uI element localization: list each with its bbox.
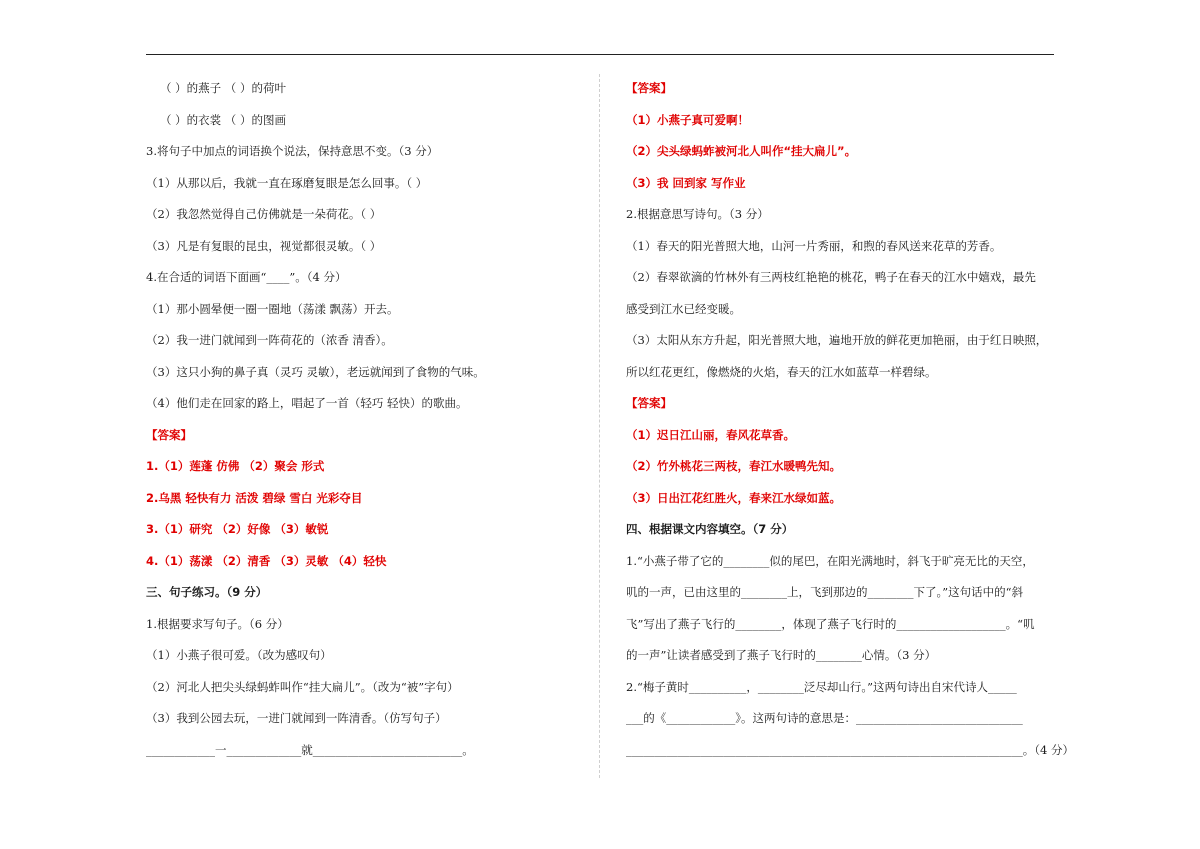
right-line-18: 的一声”让读者感受到了燕子飞行时的________心情。（3 分）: [626, 648, 937, 662]
right-line-11: （1）迟日江山丽，春风花草香。: [626, 427, 795, 442]
column-divider: [599, 74, 600, 778]
right-line-9: 所以红花更红，像燃烧的火焰，春天的江水如蓝草一样碧绿。: [626, 364, 937, 379]
right-line-13: （3）日出江花红胜火，春来江水绿如蓝。: [626, 490, 841, 505]
left-line-4: （2）我忽然觉得自己仿佛就是一朵荷花。（ ）: [146, 207, 382, 221]
left-line-13: 2.乌黑 轻快有力 活泼 碧绿 雪白 光彩夺目: [146, 490, 363, 505]
left-line-20: （3）我到公园去玩，一进门就闻到一阵清香。（仿写句子）: [146, 711, 447, 725]
left-line-15: 4.（1）荡漾 （2）清香 （3）灵敏 （4）轻快: [146, 553, 387, 568]
right-line-5: （1）春天的阳光普照大地，山河一片秀丽，和煦的春风送来花草的芳香。: [626, 238, 1002, 253]
left-line-14: 3.（1）研究 （2）好像 （3）敏锐: [146, 522, 329, 536]
left-line-5: （3）凡是有复眼的昆虫，视觉都很灵敏。（ ）: [146, 238, 382, 253]
left-line-1: （ ）的衣裳 （ ）的图画: [160, 112, 286, 127]
right-line-14: 四、根据课文内容填空。（7 分）: [626, 522, 794, 536]
right-line-3: （3）我 回到家 写作业: [626, 175, 746, 190]
left-line-12: 1.（1）莲蓬 仿佛 （2）聚会 形式: [146, 459, 325, 473]
right-line-6: （2）春翠欲滴的竹林外有三两枝红艳艳的桃花，鸭子在春天的江水中嬉戏，最先: [626, 270, 1036, 284]
right-line-0: 【答案】: [626, 81, 672, 95]
left-line-6: 4.在合适的词语下面画“____”。（4 分）: [146, 270, 347, 284]
right-column: [626, 78, 1074, 771]
right-line-10: 【答案】: [626, 396, 672, 410]
left-line-16: 三、句子练习。（9 分）: [146, 585, 268, 599]
left-line-18: （1）小燕子很可爱。（改为感叹句）: [146, 648, 332, 662]
left-line-11: 【答案】: [146, 427, 192, 442]
right-line-19: 2.“梅子黄时__________，________泛尽却山行。”这两句诗出自宋代诗人_____: [626, 679, 1017, 694]
right-line-15: 1.“小燕子带了它的________似的尾巴，在阳光满地时，斜飞于旷亮无比的天空，: [626, 553, 1034, 568]
left-line-9: （3）这只小狗的鼻子真（灵巧 灵敏），老远就闻到了食物的气味。: [146, 364, 485, 379]
right-line-16: 叽的一声，已由这里的________上，飞到那边的________下了。”这句话中的“斜: [626, 585, 1024, 599]
right-line-4: 2.根据意思写诗句。（3 分）: [626, 207, 769, 221]
left-column: [146, 78, 566, 771]
right-line-20: ___的《____________》。这两句诗的意思是：_____________________________: [626, 711, 1023, 725]
right-line-1: （1）小燕子真可爱啊！: [626, 112, 750, 127]
left-line-0: （ ）的燕子 （ ）的荷叶: [160, 81, 286, 95]
left-line-10: （4）他们走在回家的路上，唱起了一首（轻巧 轻快）的歌曲。: [146, 396, 468, 410]
right-line-7: 感受到江水已经变暖。: [626, 301, 741, 316]
left-line-21: ____________一_____________就__________________________。: [146, 742, 474, 757]
left-line-19: （2）河北人把尖头绿蚂蚱叫作“挂大扁儿”。（改为“被”字句）: [146, 679, 459, 694]
right-line-8: （3）太阳从东方升起，阳光普照大地，遍地开放的鲜花更加艳丽，由于红日映照，: [626, 333, 1048, 347]
right-line-21: _____________________________________________________________________。（4 分）: [626, 742, 1074, 757]
left-line-3: （1）从那以后，我就一直在琢磨复眼是怎么回事。（ ）: [146, 175, 428, 190]
right-line-17: 飞”写出了燕子飞行的________，体现了燕子飞行时的___________________。“叽: [626, 616, 1035, 631]
left-line-8: （2）我一进门就闻到一阵荷花的（浓香 清香）。: [146, 333, 393, 347]
right-line-2: （2）尖头绿蚂蚱被河北人叫作“挂大扁儿”。: [626, 144, 857, 158]
left-line-17: 1.根据要求写句子。（6 分）: [146, 616, 289, 631]
right-line-12: （2）竹外桃花三两枝，春江水暖鸭先知。: [626, 459, 841, 473]
left-line-2: 3.将句子中加点的词语换个说法，保持意思不变。（3 分）: [146, 144, 439, 158]
left-line-7: （1）那小圆晕便一圈一圈地（荡漾 飘荡）开去。: [146, 301, 399, 316]
top-rule: [146, 54, 1054, 55]
